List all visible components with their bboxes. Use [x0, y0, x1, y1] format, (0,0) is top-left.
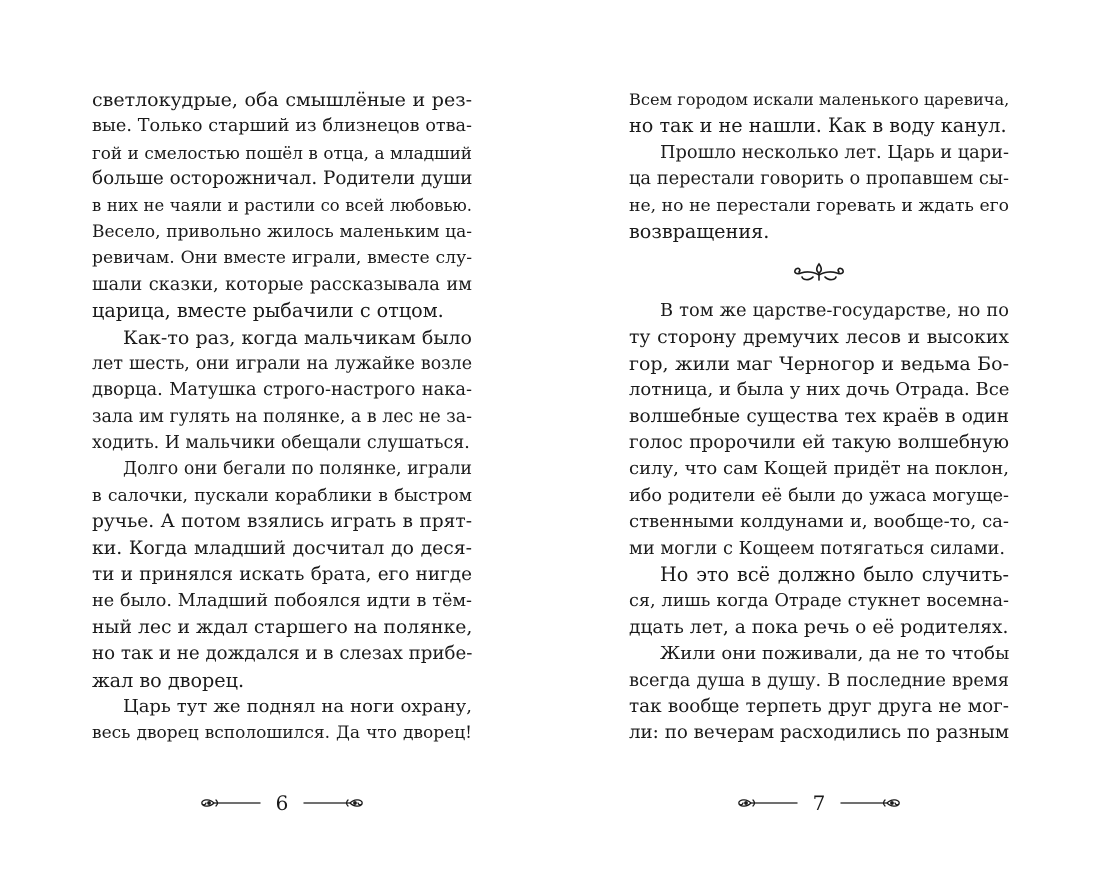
text-line: ту сторону дремучих лесов и высоких: [629, 326, 1009, 348]
text-line: светлокудрые, оба смышлёные и рез-: [92, 89, 472, 111]
ornament-right-icon: [839, 796, 903, 810]
text-line: Долго они бегали по полянке, играли: [123, 459, 472, 480]
text-line: весь дворец всполошился. Да что дворец!: [92, 723, 472, 744]
section-divider: [629, 245, 1009, 298]
text-line: так вообще терпеть друг друга не мог-: [629, 696, 1009, 717]
text-line: ибо родители её были до ужаса могуще-: [629, 485, 1009, 506]
text-line: гор, жили маг Черногор и ведьма Бо-: [629, 352, 1009, 375]
text-line: ти и принялся искать брата, его нигде: [92, 564, 472, 586]
text-line: волшебные существа тех краёв в один: [629, 405, 1009, 427]
text-line: голос пророчили ей такую волшебную: [629, 432, 1009, 454]
text-line: не, но не перестали горевать и ждать его: [629, 195, 1009, 216]
text-line: в салочки, пускали кораблики в быстром: [92, 485, 472, 506]
text-line: ревичам. Они вместе играли, вместе слу-: [92, 248, 472, 269]
ornament-left-icon: [198, 796, 262, 810]
text-line: ручье. А потом взялись играть в прят-: [92, 511, 472, 533]
scroll-ornament-icon: [789, 260, 849, 284]
text-line: царица, вместе рыбачили с отцом.: [92, 299, 444, 323]
text-line: Весело, привольно жилось маленьким ца-: [92, 221, 472, 242]
text-line: Всем городом искали маленького царевича,: [629, 90, 1010, 109]
text-line: Как-то раз, когда мальчикам было: [123, 326, 472, 349]
text-line: ми могли с Кощеем потягаться силами.: [629, 537, 1006, 559]
text-line: гой и смелостью пошёл в отца, а младший: [92, 142, 472, 163]
text-line: в них не чаяли и растили со всей любовью.: [92, 195, 472, 215]
text-line: жал во дворец.: [92, 668, 245, 692]
text-line: ходить. И мальчики обещали слушаться.: [92, 433, 470, 454]
text-line: Царь тут же поднял на ноги охрану,: [123, 695, 472, 717]
left-page-footer: [92, 788, 472, 818]
right-page-footer: [629, 788, 1009, 818]
text-line: Прошло несколько лет. Царь и цари-: [660, 141, 1009, 163]
text-line: дворца. Матушка строго-настрого нака-: [92, 379, 472, 401]
text-line: Жили они поживали, да не то чтобы: [660, 643, 1010, 665]
text-line: но так и не нашли. Как в воду канул.: [629, 114, 1007, 138]
text-line: возвращения.: [629, 219, 770, 243]
text-line: В том же царстве-государстве, но по: [660, 300, 1009, 322]
ornament-right-icon: [302, 796, 366, 810]
text-line: лотница, и была у них дочь Отрада. Все: [629, 379, 1010, 401]
text-line: но так и не дождался и в слезах прибе-: [92, 643, 473, 665]
text-line: шали сказки, которые рассказывала им: [92, 273, 472, 295]
text-line: больше осторожничал. Родители души: [92, 168, 473, 190]
text-line: ца перестали говорить о пропавшем сы-: [629, 168, 1009, 190]
text-line: ный лес и ждал старшего на полянке,: [92, 616, 473, 638]
text-line: ли: по вечерам расходились по разным: [629, 722, 1009, 744]
text-line: ственными колдунами и, вообще-то, са-: [629, 511, 1009, 533]
ornament-left-icon: [735, 796, 799, 810]
text-line: зала им гулять на полянке, а в лес не за-: [92, 406, 472, 427]
text-line: дцать лет, а пока речь о её родителях.: [629, 616, 1009, 638]
right-page: [629, 87, 1009, 747]
text-line: лет шесть, они играли на лужайке возле: [92, 353, 472, 374]
text-line: ся, лишь когда Отраде стукнет восемна-: [629, 591, 1009, 612]
text-line: силу, что сам Кощей придёт на поклон,: [629, 458, 1009, 480]
text-line: не было. Младший побоялся идти в тём-: [92, 591, 472, 612]
text-line: Но это всё должно было случить-: [660, 563, 1009, 587]
text-line: всегда душа в душу. В последние время: [629, 669, 1009, 691]
text-line: вые. Только старший из близнецов отва-: [92, 116, 472, 137]
page-number: 6: [275, 791, 289, 815]
left-page: [92, 87, 472, 747]
page-number: 7: [812, 791, 826, 815]
text-line: ки. Когда младший досчитал до деся-: [92, 537, 472, 559]
